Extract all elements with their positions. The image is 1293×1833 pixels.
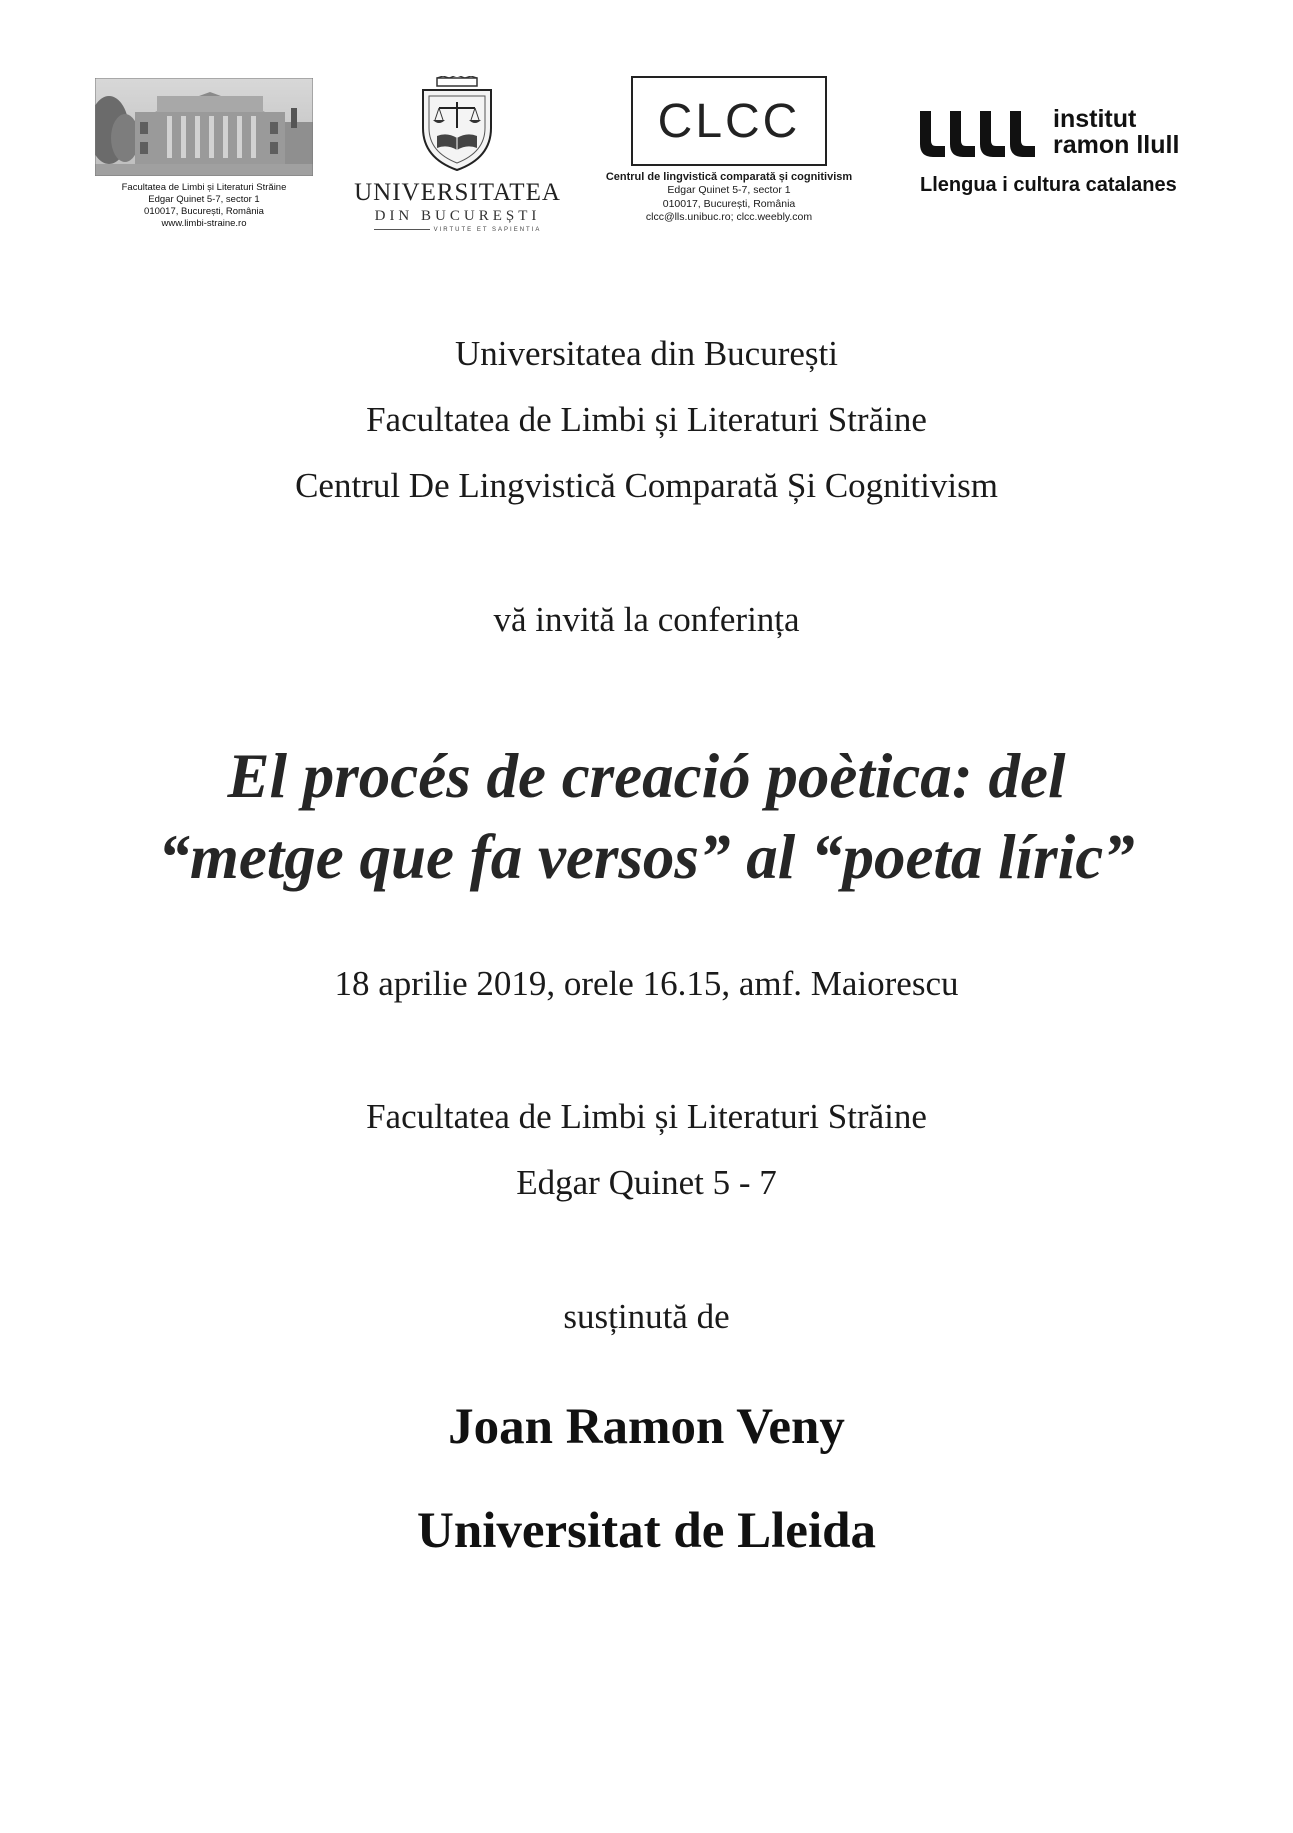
university-logo-city: DIN BUCUREȘTI bbox=[374, 208, 541, 224]
clcc-acronym: CLCC bbox=[657, 94, 801, 148]
host-university: Universitatea din București bbox=[455, 334, 838, 373]
university-crest-icon bbox=[345, 76, 570, 172]
conference-title-line-1: El procés de creació poètica: del bbox=[227, 741, 1066, 811]
clcc-acronym-box bbox=[631, 76, 827, 166]
faculty-logo-line: Facultatea de Limbi și Literaturi Străine bbox=[121, 182, 287, 193]
clcc-address-line: 010017, București, România bbox=[662, 197, 796, 210]
university-logo-motto: VIRTUTE ET SAPIENTIA bbox=[433, 227, 542, 233]
clcc-address-line: Edgar Quinet 5-7, sector 1 bbox=[667, 184, 791, 196]
conference-title-line-2: “metge que fa versos” al “poeta líric” bbox=[158, 822, 1135, 892]
invitation-text: vă invită la conferința bbox=[493, 600, 800, 639]
faculty-logo-line: Edgar Quinet 5-7, sector 1 bbox=[148, 194, 260, 205]
speaker-affiliation: Universitat de Lleida bbox=[417, 1503, 876, 1559]
ramon-llull-word-institut: institut bbox=[1053, 105, 1137, 133]
university-logo bbox=[345, 76, 570, 233]
clcc-contact: clcc@lls.unibuc.ro; clcc.weebly.com bbox=[645, 211, 813, 223]
ramon-llull-mark-icon bbox=[920, 111, 1042, 157]
faculty-logo bbox=[95, 78, 313, 230]
clcc-full-name: Centrul de lingvistică comparată și cognitivism bbox=[605, 171, 853, 183]
ramon-llull-word-name: ramon llull bbox=[1053, 131, 1180, 159]
faculty-logo-website: www.limbi-straine.ro bbox=[161, 218, 247, 229]
clcc-logo bbox=[573, 76, 885, 225]
presented-by-label: susținută de bbox=[563, 1297, 730, 1336]
university-logo-name: UNIVERSITATEA bbox=[354, 179, 561, 206]
venue-address: Edgar Quinet 5 - 7 bbox=[516, 1163, 777, 1202]
host-center: Centrul De Lingvistică Comparată Și Cognitivism bbox=[295, 466, 998, 505]
host-faculty: Facultatea de Limbi și Literaturi Străine bbox=[366, 400, 927, 439]
venue-faculty: Facultatea de Limbi și Literaturi Străine bbox=[366, 1097, 927, 1136]
ramon-llull-subtitle: Llengua i cultura catalanes bbox=[920, 174, 1177, 196]
speaker-name: Joan Ramon Veny bbox=[448, 1399, 845, 1455]
faculty-building-photo bbox=[95, 78, 313, 176]
university-motto-row bbox=[345, 225, 570, 233]
date-time-place: 18 aprilie 2019, orele 16.15, amf. Maiorescu bbox=[334, 964, 959, 1003]
motto-rule bbox=[374, 229, 430, 230]
faculty-logo-line: 010017, București, România bbox=[144, 206, 264, 217]
